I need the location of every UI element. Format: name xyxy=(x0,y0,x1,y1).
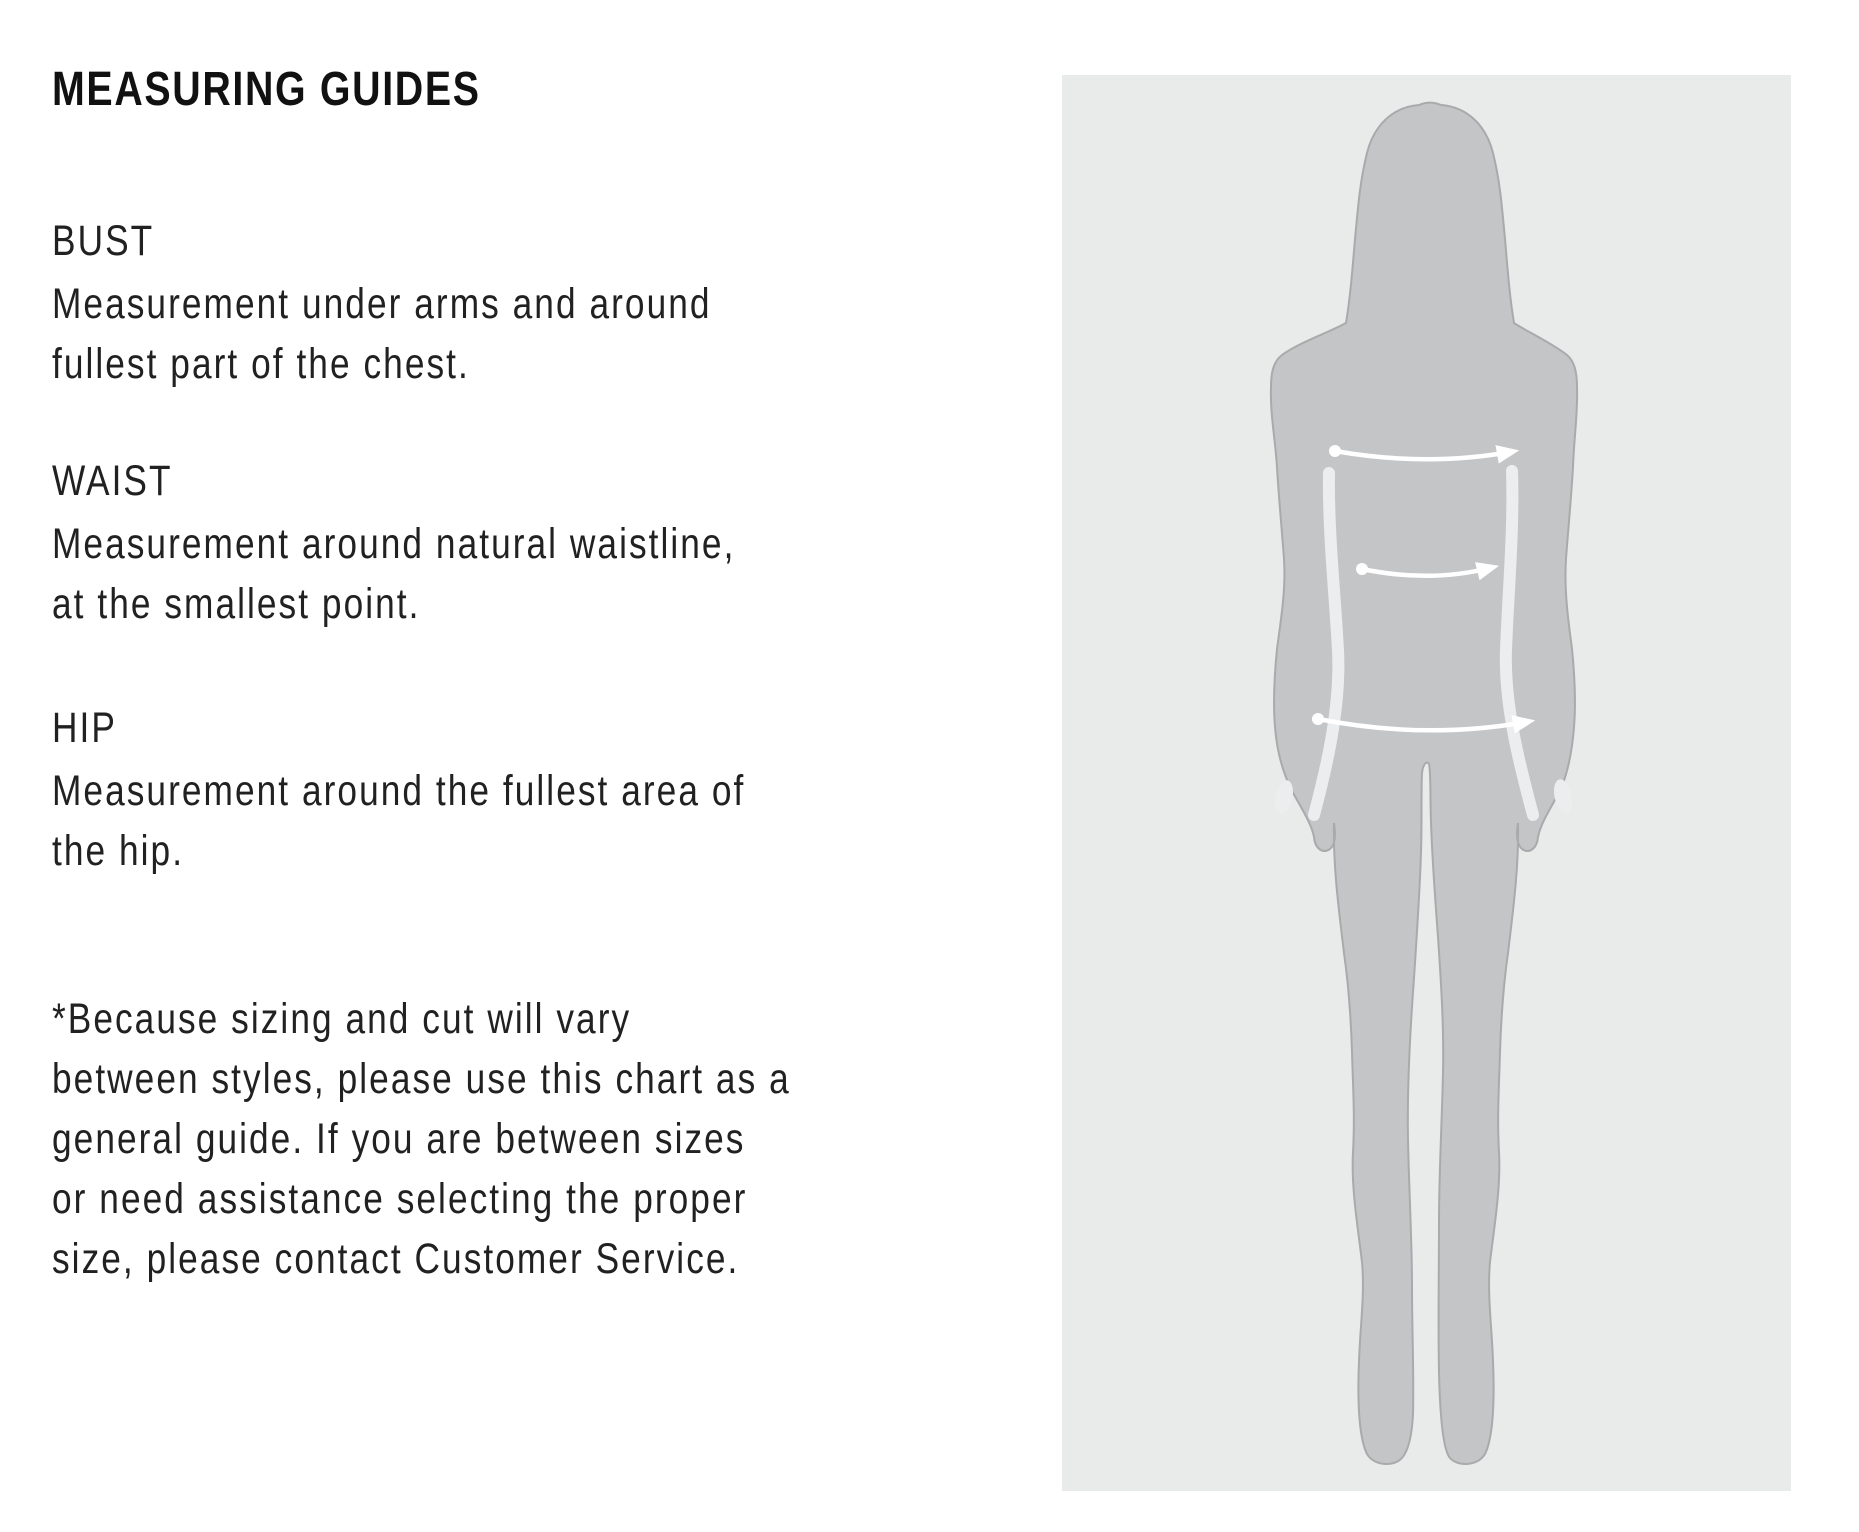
sizing-disclaimer: *Because sizing and cut will vary between styles, please use this chart as a general guide. If you are between sizes or need assistance selecting the proper size, please contact Customer Service. xyxy=(52,995,791,1283)
measuring-figure-panel xyxy=(1062,75,1791,1491)
waist-description: Measurement around natural waistline, at the smallest point. xyxy=(52,520,736,628)
female-body-silhouette-icon xyxy=(1062,75,1791,1491)
section-bust xyxy=(52,211,856,394)
page-title: MEASURING GUIDES xyxy=(52,63,481,116)
bust-description: Measurement under arms and around fullest part of the chest. xyxy=(52,280,712,388)
section-waist xyxy=(52,451,885,634)
bust-label: BUST xyxy=(52,217,155,265)
hip-label: HIP xyxy=(52,704,117,752)
hip-description: Measurement around the fullest area of the hip. xyxy=(52,767,746,875)
waist-label: WAIST xyxy=(52,457,173,505)
section-hip xyxy=(52,698,898,881)
